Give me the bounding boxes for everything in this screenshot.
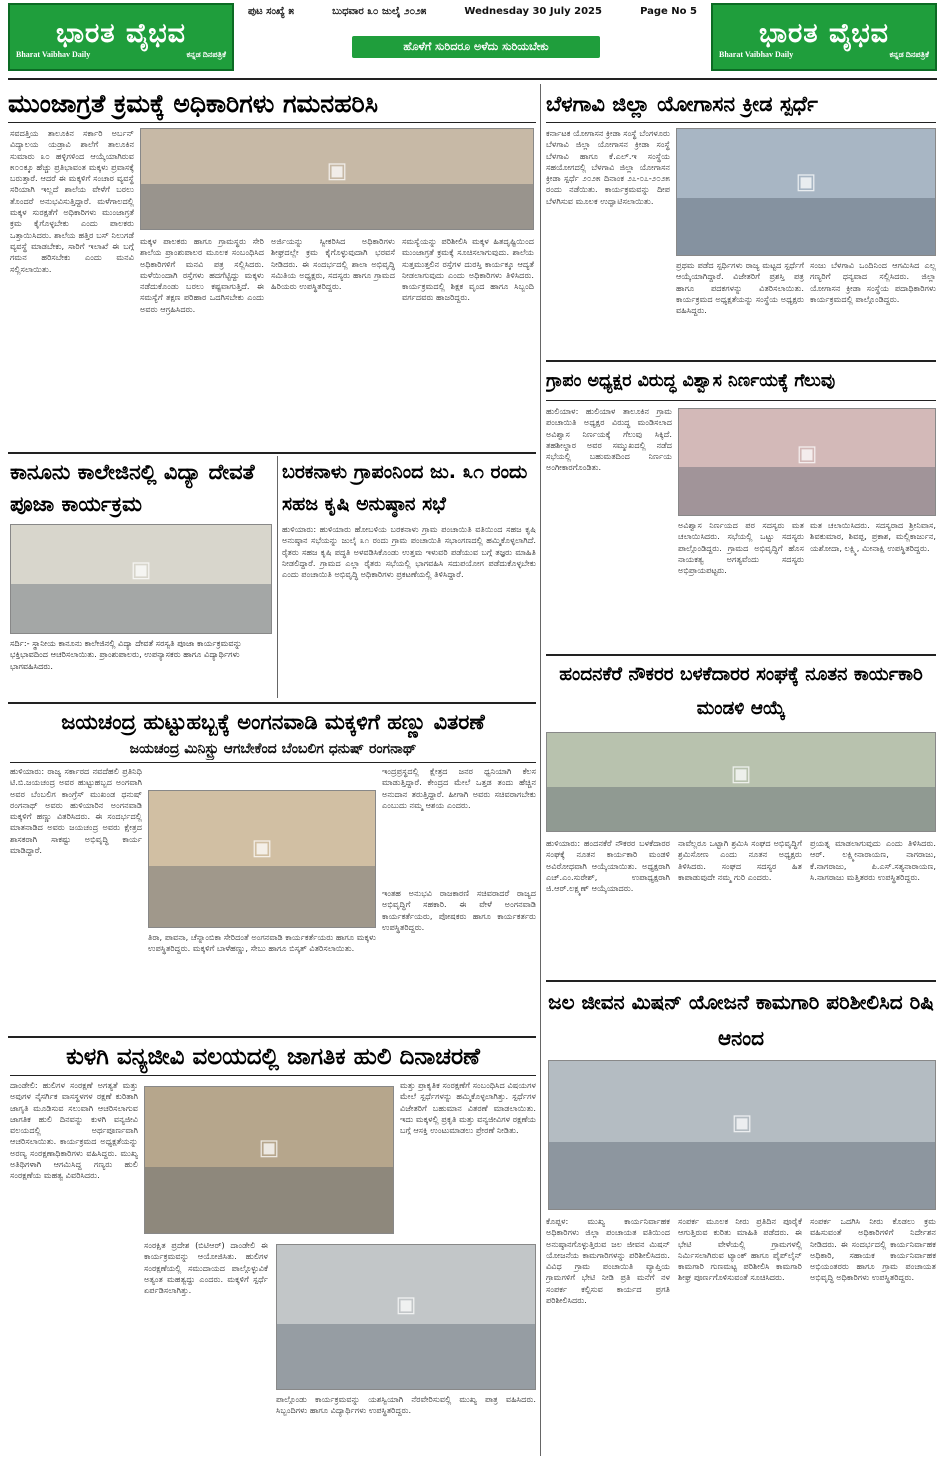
logo-title-right: ಭಾರತ ವೈಭವ: [759, 18, 889, 49]
rule-a3: [546, 400, 936, 401]
a8-col1: ಕೊಪ್ಪಳ: ಮುಖ್ಯ ಕಾರ್ಯನಿರ್ವಾಹಕ ಅಧಿಕಾರಿಗಳು ಜಿಲ್ಲಾ ಪಂಚಾಯತ ವತಿಯಿಂದ ಅನುಷ್ಠಾನಗೊಳ್ಳುತ್ತಿರುವ ಜಲ ಜೀವನ ಮಿಷನ್ ಯೋಜನೆಯ ಕಾಮಗಾರಿಗಳನ್ನು ಪರಿಶೀಲಿಸಿದರು. ವಿವಿಧ ಗ್ರಾಮ ಪಂಚಾಯಿತಿ ವ್ಯಾಪ್ತಿಯ ಗ್ರಾಮಗಳಿಗೆ ಭೇಟಿ ನೀಡಿ ಪ್ರತಿ ಮನೆಗೆ ನಳ ಸಂಪರ್ಕ ಕಲ್ಪಿಸುವ ಕಾರ್ಯದ ಪ್ರಗತಿ ಪರಿಶೀಲಿಸಿದರು.: [546, 1216, 670, 1306]
logo-title: ಭಾರತ ವೈಭವ: [56, 18, 186, 49]
a2-col2: ಪ್ರಥಮ ಪಡೆದ ಸ್ಪರ್ಧಿಗಳು ರಾಜ್ಯ ಮಟ್ಟದ ಸ್ಪರ್ಧೆಗೆ ಆಯ್ಕೆಯಾಗಿದ್ದಾರೆ. ವಿಜೇತರಿಗೆ ಪ್ರಶಸ್ತಿ ಪತ್ರ ಹಾಗೂ ಪದಕಗಳನ್ನು ವಿತರಿಸಲಾಯಿತು. ಕಾರ್ಯಕ್ರಮದ ಅಧ್ಯಕ್ಷತೆಯನ್ನು ಸಂಸ್ಥೆಯ ಅಧ್ಯಕ್ಷರು ವಹಿಸಿದ್ದರು.: [676, 260, 804, 316]
photo-icon: ▣: [130, 557, 152, 583]
a9-col3: ಸಂರಕ್ಷಿತ ಪ್ರದೇಶ (ಬಿಟಿಆರ್) ದಾಂಡೇಲಿ ಈ ಕಾರ್ಯಕ್ರಮವನ್ನು ಆಯೋಜಿಸಿತು. ಹುಲಿಗಳ ಸಂರಕ್ಷಣೆಯಲ್ಲಿ ಸಮುದಾಯದ ಪಾಲ್ಗೊಳ್ಳುವಿಕೆ ಅತ್ಯಂತ ಮಹತ್ವದ್ದು ಎಂದರು. ಮಕ್ಕಳಿಗೆ ಸ್ಪರ್ಧೆ ಏರ್ಪಡಿಸಲಾಗಿತ್ತು.: [144, 1240, 268, 1296]
logo-kn: ಕನ್ನಡ ದಿನಪತ್ರಿಕೆ: [186, 50, 226, 59]
photo-icon: ▣: [730, 761, 752, 787]
photo-a9-top: [144, 1086, 394, 1234]
rule-a2: [546, 122, 936, 123]
photo-a1: [140, 128, 534, 230]
divider-a4-a5: [277, 456, 278, 698]
headline-a3: ಗ್ರಾಪಂ ಅಧ್ಯಕ್ಷರ ವಿರುದ್ಧ ವಿಶ್ವಾಸ ನಿರ್ಣಯಕ್ಕೆ ಗೆಲುವು: [546, 371, 836, 391]
photo-a2: [676, 128, 936, 256]
rule-a5-bottom: [8, 702, 536, 704]
tagline: ಹೊಳೆಗೆ ಸುರಿದರೂ ಅಳೆದು ಸುರಿಯಬೇಕು: [352, 36, 600, 58]
headline-a1: ಮುಂಜಾಗ್ರತೆ ಕ್ರಮಕ್ಕೆ ಅಧಿಕಾರಿಗಳು ಗಮನಹರಿಸಿ: [8, 89, 379, 118]
a9-col2: ಮತ್ತು ಪ್ರಾಕೃತಿಕ ಸಂರಕ್ಷಣೆಗೆ ಸಂಬಂಧಿಸಿದ ವಿಷಯಗಳ ಮೇಲೆ ಸ್ಪರ್ಧೆಗಳನ್ನು ಹಮ್ಮಿಕೊಳ್ಳಲಾಗಿತ್ತು. ಸ್ಪರ್ಧೆಗಳ ವಿಜೇತರಿಗೆ ಬಹುಮಾನ ವಿತರಣೆ ಮಾಡಲಾಯಿತು. ಇದು ಮಕ್ಕಳಲ್ಲಿ ಪ್ರಕೃತಿ ಮತ್ತು ವನ್ಯಜೀವಿಗಳ ರಕ್ಷಣೆಯ ಬಗ್ಗೆ ಆಸಕ್ತಿ ಉಂಟುಮಾಡಲು ಪ್ರೇರಣೆ ನೀಡಿತು.: [400, 1080, 536, 1136]
a2-col3: ಸಂಜು ಬೆಳಗಾವಿ ಒಂದಿನಿಂದ ಆಗಮಿಸಿದ ಎಲ್ಲ ಗಣ್ಯರಿಗೆ ಧನ್ಯವಾದ ಸಲ್ಲಿಸಿದರು. ಜಿಲ್ಲಾ ಯೋಗಾಸನ ಕ್ರೀಡಾ ಸಂಸ್ಥೆಯ ಪದಾಧಿಕಾರಿಗಳು ಕಾರ್ಯಕ್ರಮದಲ್ಲಿ ಪಾಲ್ಗೊಂಡಿದ್ದರು.: [810, 260, 936, 304]
photo-icon: ▣: [796, 441, 818, 467]
logo-kn-right: ಕನ್ನಡ ದಿನಪತ್ರಿಕೆ: [889, 50, 929, 59]
a8-col3: ಸಂಪರ್ಕ ಒದಗಿಸಿ ನೀರು ಕೊಡಲು ಕ್ರಮ ವಹಿಸುವಂತೆ ಅಧಿಕಾರಿಗಳಿಗೆ ನಿರ್ದೇಶನ ನೀಡಿದರು. ಈ ಸಂದರ್ಭದಲ್ಲಿ ಕಾರ್ಯನಿರ್ವಾಹಕ ಅಧಿಕಾರಿ, ಸಹಾಯಕ ಕಾರ್ಯನಿರ್ವಾಹಕ ಅಭಿಯಂತರರು ಹಾಗೂ ಗ್ರಾಮ ಪಂಚಾಯತ ಅಭಿವೃದ್ಧಿ ಅಧಿಕಾರಿಗಳು ಉಪಸ್ಥಿತರಿದ್ದರು.: [810, 1216, 936, 1283]
photo-icon: ▣: [731, 1110, 753, 1136]
photo-icon: ▣: [795, 169, 817, 195]
rule-a9: [10, 1075, 536, 1076]
photo-a7: [148, 790, 376, 928]
photo-a6: [546, 732, 936, 832]
issue-number: ಪುಟ ಸಂಖ್ಯೆ ೫: [248, 5, 295, 17]
a9-col1: ದಾಂಡೇಲಿ: ಹುಲಿಗಳ ಸಂರಕ್ಷಣೆ ಅಗತ್ಯತೆ ಮತ್ತು ಅವುಗಳ ನೈಸರ್ಗಿಕ ವಾಸಸ್ಥಳಗಳ ರಕ್ಷಣೆ ಕುರಿತಾಗಿ ಜಾಗೃತಿ ಮೂಡಿಸುವ ಸಲುವಾಗಿ ಆಚರಿಸಲಾಗುವ ಜಾಗತಿಕ ಹುಲಿ ದಿನವನ್ನು ಕುಳಗಿ ವನ್ಯಜೀವಿ ವಲಯದಲ್ಲಿ ಅರ್ಥಪೂರ್ಣವಾಗಿ ಆಚರಿಸಲಾಯಿತು. ಕಾರ್ಯಕ್ರಮದ ಅಧ್ಯಕ್ಷತೆಯನ್ನು ಅರಣ್ಯ ಸಂರಕ್ಷಣಾಧಿಕಾರಿಗಳು ವಹಿಸಿದ್ದರು. ಮುಖ್ಯ ಅತಿಥಿಗಳಾಗಿ ಆಗಮಿಸಿದ್ದ ಗಣ್ಯರು ಹುಲಿ ಸಂರಕ್ಷಣೆಯ ಮಹತ್ವ ವಿವರಿಸಿದರು.: [10, 1080, 138, 1181]
a1-col2: ಮಕ್ಕಳ ಪಾಲಕರು ಹಾಗೂ ಗ್ರಾಮಸ್ಥರು ಸೇರಿ ಶಾಲೆಯ ಪ್ರಾಂಶುಪಾಲರ ಮೂಲಕ ಸಂಬಂಧಿಸಿದ ಅಧಿಕಾರಿಗಳಿಗೆ ಮನವಿ ಪತ್ರ ಸಲ್ಲಿಸಿದರು. ಮಳೆಯಿಂದಾಗಿ ರಸ್ತೆಗಳು ಹದಗೆಟ್ಟಿದ್ದು ಮಕ್ಕಳು ನಡೆದುಕೊಂಡು ಬರಲು ಕಷ್ಟವಾಗುತ್ತಿದೆ. ಈ ಸಮಸ್ಯೆಗೆ ತಕ್ಷಣ ಪರಿಹಾರ ಒದಗಿಸಬೇಕು ಎಂದು ಅವರು ಆಗ್ರಹಿಸಿದರು.: [140, 236, 264, 314]
rule-a7-bottom: [8, 1036, 536, 1038]
headline-a6: ಹಂದನಕೆರೆ ನೌಕರರ ಬಳಕೆದಾರರ ಸಂಘಕ್ಕೆ ನೂತನ ಕಾರ್ಯಕಾರಿ ಮಂಡಳಿ ಆಯ್ಕೆ: [559, 664, 923, 719]
a4-body: ಸರ್ದಿ:- ಸ್ಥಾನೀಯ ಕಾನೂನು ಕಾಲೇಜಿನಲ್ಲಿ ವಿದ್ಯಾ ದೇವತೆ ಸರಸ್ವತಿ ಪೂಜಾ ಕಾರ್ಯಕ್ರಮವನ್ನು ಭಕ್ತಿಭಾವದಿಂದ ಆಚರಿಸಲಾಯಿತು. ಪ್ರಾಂಶುಪಾಲರು, ಉಪನ್ಯಾಸಕರು ಹಾಗೂ ವಿದ್ಯಾರ್ಥಿಗಳು ಭಾಗವಹಿಸಿದರು.: [10, 638, 242, 671]
a7-caption: ತಿರಾ, ಪಾವನಾ, ಚೆನ್ನಾಂಬಿಕಾ ಸೇರಿದಂತೆ ಅಂಗನವಾಡಿ ಕಾರ್ಯಕರ್ತೆಯರು ಹಾಗೂ ಮಕ್ಕಳು ಉಪಸ್ಥಿತರಿದ್ದರು. ಮಕ್ಕಳಿಗೆ ಬಾಳೆಹಣ್ಣು, ಸೇಬು ಹಾಗೂ ಬಿಸ್ಕತ್ ವಿತರಿಸಲಾಯಿತು.: [148, 932, 376, 954]
a3-col2: ಅವಿಶ್ವಾಸ ನಿರ್ಣಯದ ಪರ ಸದಸ್ಯರು ಮತ ಚಲಾಯಿಸಿದರು. ಸಭೆಯಲ್ಲಿ ಒಟ್ಟು ಸದಸ್ಯರು ಪಾಲ್ಗೊಂಡಿದ್ದರು. ಗ್ರಾಮದ ಅಭಿವೃದ್ಧಿಗೆ ಹೊಸ ನಾಯಕತ್ವ ಅಗತ್ಯವೆಂದು ಸದಸ್ಯರು ಅಭಿಪ್ರಾಯಪಟ್ಟರು.: [678, 520, 804, 576]
a3-col1: ಹುಲಿಯಾಳ: ಹುಲಿಯಾಳ ತಾಲೂಕಿನ ಗ್ರಾಮ ಪಂಚಾಯಿತಿ ಅಧ್ಯಕ್ಷರ ವಿರುದ್ಧ ಮಂಡಿಸಲಾದ ಅವಿಶ್ವಾಸ ನಿರ್ಣಯಕ್ಕೆ ಗೆಲುವು ಸಿಕ್ಕಿದೆ. ತಹಶೀಲ್ದಾರ ಅವರ ಸಮ್ಮುಖದಲ್ಲಿ ನಡೆದ ಸಭೆಯಲ್ಲಿ ಬಹುಮತದಿಂದ ನಿರ್ಣಯ ಅಂಗೀಕಾರಗೊಂಡಿತು.: [546, 406, 672, 473]
rule-a6-bottom: [546, 980, 936, 982]
a7-col2: ಇಂದ್ರಪ್ರಸ್ಥದಲ್ಲಿ ಕ್ಷೇತ್ರದ ಜನರ ಧ್ವನಿಯಾಗಿ ಕೆಲಸ ಮಾಡುತ್ತಿದ್ದಾರೆ. ಕೇಂದ್ರದ ಮೇಲೆ ಒತ್ತಡ ತಂದು ಹೆಚ್ಚಿನ ಅನುದಾನ ತರುತ್ತಿದ್ದಾರೆ. ಹೀಗಾಗಿ ಅವರು ಸಚಿವರಾಗಬೇಕು ಎಂಬುದು ನಮ್ಮ ಆಶಯ ಎಂದರು.: [382, 766, 536, 810]
masthead-rule: [8, 78, 937, 80]
page-number: Page No 5: [640, 5, 697, 17]
a2-col1: ಕರ್ನಾಟಕ ಯೋಗಾಸನ ಕ್ರೀಡಾ ಸಂಸ್ಥೆ ಬೆಂಗಳೂರು ಬೆಳಗಾವಿ ಜಿಲ್ಲಾ ಯೋಗಾಸನ ಕ್ರೀಡಾ ಸಂಸ್ಥೆ ಬೆಳಗಾವಿ ಹಾಗೂ ಕೆ.ಎಲ್.ಇ ಸಂಸ್ಥೆಯ ಸಹಯೋಗದಲ್ಲಿ ಬೆಳಗಾವಿ ಜಿಲ್ಲಾ ಯೋಗಾಸನ ಕ್ರೀಡಾ ಸ್ಪರ್ಧೆ ೨೦೨೫ ದಿನಾಂಕ ೨೭-೦೭-೨೦೨೫ ರಂದು ನಡೆಯಿತು. ಕಾರ್ಯಕ್ರಮವನ್ನು ದೀಪ ಬೆಳಗಿಸುವ ಮೂಲಕ ಉದ್ಘಾಟಿಸಲಾಯಿತು.: [546, 128, 670, 206]
headline-a9: ಕುಳಗಿ ವನ್ಯಜೀವಿ ವಲಯದಲ್ಲಿ ಜಾಗತಿಕ ಹುಲಿ ದಿನಾಚರಣೆ: [66, 1044, 480, 1070]
a8-col2: ಸಂಪರ್ಕ ಮೂಲಕ ನೀರು ಪ್ರತಿದಿನ ಪೂರೈಕೆ ಆಗುತ್ತಿರುವ ಕುರಿತು ಮಾಹಿತಿ ಪಡೆದರು. ಈ ಭೇಟಿ ವೇಳೆಯಲ್ಲಿ ಗ್ರಾಮಗಳಲ್ಲಿ ನಿರ್ಮಿಸಲಾಗಿರುವ ಟ್ಯಾಂಕ್ ಹಾಗೂ ಪೈಪ್‌ಲೈನ್ ಕಾಮಗಾರಿ ಗುಣಮಟ್ಟ ಪರಿಶೀಲಿಸಿ ಕಾಮಗಾರಿ ಶೀಘ್ರ ಪೂರ್ಣಗೊಳಿಸುವಂತೆ ಸೂಚಿಸಿದರು.: [678, 1216, 802, 1283]
photo-a3: [678, 408, 936, 516]
headline-a5: ಬರಕನಾಳು ಗ್ರಾಪಂನಿಂದ ಜು. ೩೧ ರಂದು ಸಹಜ ಕೃಷಿ ಅನುಷ್ಠಾನ ಸಭೆ: [282, 461, 528, 515]
photo-icon: ▣: [395, 1292, 417, 1318]
photo-icon: ▣: [326, 158, 348, 184]
column-divider: [540, 84, 541, 1456]
headline-a2: ಬೆಳಗಾವಿ ಜಿಲ್ಲಾ ಯೋಗಾಸನ ಕ್ರೀಡ ಸ್ಪರ್ಧೆ: [546, 92, 818, 116]
headline-a8: ಜಲ ಜೀವನ ಮಿಷನ್ ಯೋಜನೆ ಕಾಮಗಾರಿ ಪರಿಶೀಲಿಸಿದ ರಿಷಿ ಆನಂದ: [548, 990, 934, 1050]
a5-body: ಹುಳಿಯಾರು: ಹುಳಿಯಾರು ಹೋಬಳಿಯ ಬರಕನಾಳು ಗ್ರಾಮ ಪಂಚಾಯಿತಿ ವತಿಯಿಂದ ಸಹಜ ಕೃಷಿ ಅನುಷ್ಠಾನ ಸಭೆಯನ್ನು ಜುಲೈ ೩೧ ರಂದು ಗ್ರಾಮ ಪಂಚಾಯಿತಿ ಸಭಾಂಗಣದಲ್ಲಿ ಹಮ್ಮಿಕೊಳ್ಳಲಾಗಿದೆ. ರೈತರು ಸಹಜ ಕೃಷಿ ಪದ್ಧತಿ ಅಳವಡಿಸಿಕೊಂಡು ಉತ್ತಮ ಇಳುವರಿ ಪಡೆಯುವ ಬಗ್ಗೆ ತಜ್ಞರು ಮಾಹಿತಿ ನೀಡಲಿದ್ದಾರೆ. ಗ್ರಾಮದ ಎಲ್ಲಾ ರೈತರು ಸಭೆಯಲ್ಲಿ ಭಾಗವಹಿಸಿ ಸದುಪಯೋಗ ಪಡೆದುಕೊಳ್ಳಬೇಕು ಎಂದು ಪಂಚಾಯಿತಿ ಅಭಿವೃದ್ಧಿ ಅಧಿಕಾರಿಗಳು ಪ್ರಕಟಣೆಯಲ್ಲಿ ತಿಳಿಸಿದ್ದಾರೆ.: [282, 524, 536, 580]
headline-a7: ಜಯಚಂದ್ರ ಹುಟ್ಟುಹಬ್ಬಕ್ಕೆ ಅಂಗನವಾಡಿ ಮಕ್ಕಳಿಗೆ ಹಣ್ಣು ವಿತರಣೆ: [61, 710, 485, 734]
a6-col2: ನಾವೆಲ್ಲರೂ ಒಟ್ಟಾಗಿ ಶ್ರಮಿಸಿ ಸಂಘದ ಅಭಿವೃದ್ಧಿಗೆ ಶ್ರಮಿಸೋಣ ಎಂದು ನೂತನ ಅಧ್ಯಕ್ಷರು ತಿಳಿಸಿದರು. ಸಂಘದ ಸದಸ್ಯರ ಹಿತ ಕಾಪಾಡುವುದೇ ನಮ್ಮ ಗುರಿ ಎಂದರು.: [678, 838, 802, 882]
rule-a3-bottom: [546, 654, 936, 656]
photo-a9-bottom: [276, 1244, 536, 1390]
logo-en-right: Bharat Vaibhav Daily: [719, 50, 794, 59]
photo-a4: [10, 524, 272, 634]
a6-col1: ಹುಳಿಯಾರು: ಹಂದನಕೆರೆ ನೌಕರರ ಬಳಕೆದಾರರ ಸಂಘಕ್ಕೆ ನೂತನ ಕಾರ್ಯಕಾರಿ ಮಂಡಳಿ ಅವಿರೋಧವಾಗಿ ಆಯ್ಕೆಯಾಯಿತು. ಅಧ್ಯಕ್ಷರಾಗಿ ಎಚ್.ಎಂ.ಸುರೇಶ್, ಉಪಾಧ್ಯಕ್ಷರಾಗಿ ಜಿ.ಆರ್.ಲಕ್ಷ್ಮಣ್ ಆಯ್ಕೆಯಾದರು.: [546, 838, 670, 894]
a7-col3: ಇಂತಹ ಅನುಭವಿ ರಾಜಕಾರಣಿ ಸಚಿವರಾದರೆ ರಾಜ್ಯದ ಅಭಿವೃದ್ಧಿಗೆ ಸಹಕಾರಿ. ಈ ವೇಳೆ ಅಂಗನವಾಡಿ ಕಾರ್ಯಕರ್ತೆಯರು, ಪೋಷಕರು ಹಾಗೂ ಕಾರ್ಯಕರ್ತರು ಉಪಸ್ಥಿತರಿದ್ದರು.: [382, 888, 536, 932]
a7-col1: ಹುಳಿಯಾರು: ರಾಜ್ಯ ಸರ್ಕಾರದ ನವದೆಹಲಿ ಪ್ರತಿನಿಧಿ ಟಿ.ಬಿ.ಜಯಚಂದ್ರ ಅವರ ಹುಟ್ಟುಹಬ್ಬದ ಅಂಗವಾಗಿ ಅವರ ಬೆಂಬಲಿಗ ಕಾಂಗ್ರೆಸ್ ಮುಖಂಡ ಧನುಷ್ ರಂಗನಾಥ್ ಅವರು ಹುಳಿಯಾರಿನ ಅಂಗನವಾಡಿ ಮಕ್ಕಳಿಗೆ ಹಣ್ಣು ವಿತರಿಸಿದರು. ಈ ಸಂದರ್ಭದಲ್ಲಿ ಮಾತನಾಡಿದ ಅವರು ಜಯಚಂದ್ರ ಅವರು ಕ್ಷೇತ್ರದ ಶಾಸಕರಾಗಿ ಸಾಕಷ್ಟು ಅಭಿವೃದ್ಧಿ ಕಾರ್ಯ ಮಾಡಿದ್ದಾರೆ.: [10, 766, 142, 856]
photo-icon: ▣: [251, 835, 273, 861]
photo-icon: ▣: [258, 1135, 280, 1161]
a9-col4: ಪಾಲ್ಗೊಂಡು ಕಾರ್ಯಕ್ರಮವನ್ನು ಯಶಸ್ವಿಯಾಗಿ ನೆರವೇರಿಸುವಲ್ಲಿ ಮುಖ್ಯ ಪಾತ್ರ ವಹಿಸಿದರು. ಸಿಬ್ಬಂದಿಗಳು ಹಾಗೂ ವಿದ್ಯಾರ್ಥಿಗಳು ಉಪಸ್ಥಿತರಿದ್ದರು.: [276, 1394, 536, 1416]
masthead-logo-right: [711, 3, 937, 71]
masthead-center: [242, 3, 703, 71]
a1-col1: ಸವದತ್ತಿಯ ತಾಲೂಕಿನ ಸರ್ಕಾರಿ ಅರ್ಬನ್ ವಿದ್ಯಾಲಯ ಯಡ್ರಾವಿ ಶಾಲೆಗೆ ತಾಲೂಕಿನ ಸುಮಾರು ೩೦ ಹಳ್ಳಿಗಳಿಂದ ಆಯ್ಕೆಯಾಗಿರುವ ೫೦೦ಕ್ಕೂ ಹೆಚ್ಚು ಪ್ರತಿಭಾವಂತ ಮಕ್ಕಳು ಪ್ರವಾಸಕ್ಕೆ ಬರುತ್ತಾರೆ. ಆದರೆ ಈ ಮಕ್ಕಳಿಗೆ ಸಂಚಾರ ವ್ಯವಸ್ಥೆ ಸರಿಯಾಗಿ ಇಲ್ಲದೆ ಶಾಲೆಯ ವೇಳೆಗೆ ಬರಲು ತೊಂದರೆ ಅನುಭವಿಸುತ್ತಿದ್ದಾರೆ. ಮಳೆಗಾಲದಲ್ಲಿ ಮಕ್ಕಳ ಸುರಕ್ಷತೆಗೆ ಅಧಿಕಾರಿಗಳು ಮುಂಜಾಗ್ರತೆ ಕ್ರಮ ಕೈಗೊಳ್ಳಬೇಕು ಎಂದು ಪಾಲಕರು ಒತ್ತಾಯಿಸಿದರು. ಶಾಲೆಯ ಹತ್ತಿರ ಬಸ್ ನಿಲುಗಡೆ ವ್ಯವಸ್ಥೆ ಮಾಡಬೇಕು, ಸಾರಿಗೆ ಇಲಾಖೆ ಈ ಬಗ್ಗೆ ಗಮನ ಹರಿಸಬೇಕು ಎಂದು ಮನವಿ ಸಲ್ಲಿಸಲಾಯಿತು.: [10, 128, 134, 274]
rule-a2-bottom: [546, 360, 936, 362]
rule-a7: [10, 762, 536, 763]
a6-col3: ಪ್ರಯತ್ನ ಮಾಡಲಾಗುವುದು ಎಂದು ತಿಳಿಸಿದರು. ಆರ್. ಲಕ್ಷ್ಮೀನಾರಾಯಣ, ನಾಗರಾಜು, ಕೆ.ನಾಗರಾಜು, ಪಿ.ಎಸ್.ಸತ್ಯನಾರಾಯಣ, ಸಿ.ನಾಗರಾಜು ಮತ್ತಿತರರು ಉಪಸ್ಥಿತರಿದ್ದರು.: [810, 838, 936, 882]
rule-a1-bottom: [8, 452, 536, 454]
masthead-logo-left: [8, 3, 234, 71]
subhead-a7: ಜಯಚಂದ್ರ ಮಿನಿಸ್ಟ್ರು ಆಗಬೇಕೆಂದ ಬೆಂಬಲಿಗ ಧನುಷ್ ರಂಗನಾಥ್: [129, 741, 417, 757]
rule-a1: [8, 122, 536, 123]
photo-a8: [548, 1060, 936, 1210]
a1-col3: ಅರ್ಜಿಯನ್ನು ಸ್ವೀಕರಿಸಿದ ಅಧಿಕಾರಿಗಳು ಶೀಘ್ರದಲ್ಲೇ ಕ್ರಮ ಕೈಗೊಳ್ಳುವುದಾಗಿ ಭರವಸೆ ನೀಡಿದರು. ಈ ಸಂದರ್ಭದಲ್ಲಿ ಶಾಲಾ ಅಭಿವೃದ್ಧಿ ಸಮಿತಿಯ ಅಧ್ಯಕ್ಷರು, ಸದಸ್ಯರು ಹಾಗೂ ಗ್ರಾಮದ ಹಿರಿಯರು ಉಪಸ್ಥಿತರಿದ್ದರು.: [271, 236, 395, 292]
a3-col3: ಮತ ಚಲಾಯಿಸಿದರು. ಸದಸ್ಯರಾದ ಶ್ರೀನಿವಾಸ, ಶಿವಕುಮಾರ, ಶಿವಪ್ಪ, ಪ್ರಕಾಶ, ಮಲ್ಲಿಕಾರ್ಜುನ, ಯಶೋದಾ, ಲಕ್ಷ್ಮಿ, ಮೀನಾಕ್ಷಿ ಉಪಸ್ಥಿತರಿದ್ದರು.: [810, 520, 936, 553]
logo-en: Bharat Vaibhav Daily: [16, 50, 91, 59]
date-english: Wednesday 30 July 2025: [464, 5, 602, 17]
a1-col4: ಸಮಸ್ಯೆಯನ್ನು ಪರಿಶೀಲಿಸಿ ಮಕ್ಕಳ ಹಿತದೃಷ್ಟಿಯಿಂದ ಮುಂಜಾಗ್ರತೆ ಕ್ರಮಕ್ಕೆ ಸೂಚಿಸಲಾಗುವುದು. ಶಾಲೆಯ ಸುತ್ತಮುತ್ತಲಿನ ರಸ್ತೆಗಳ ದುರಸ್ತಿ ಕಾರ್ಯಕ್ಕೂ ಆದ್ಯತೆ ನೀಡಲಾಗುವುದು ಎಂದು ಅಧಿಕಾರಿಗಳು ತಿಳಿಸಿದರು. ಕಾರ್ಯಕ್ರಮದಲ್ಲಿ ಶಿಕ್ಷಕ ವೃಂದ ಹಾಗೂ ಸಿಬ್ಬಂದಿ ವರ್ಗದವರು ಹಾಜರಿದ್ದರು.: [402, 236, 534, 303]
date-kannada: ಬುಧವಾರ ೩೦ ಜುಲೈ ೨೦೨೫: [332, 5, 427, 17]
headline-a4: ಕಾನೂನು ಕಾಲೇಜಿನಲ್ಲಿ ವಿದ್ಯಾ ದೇವತೆ ಪೂಜಾ ಕಾರ್ಯಕ್ರಮ: [10, 460, 255, 516]
